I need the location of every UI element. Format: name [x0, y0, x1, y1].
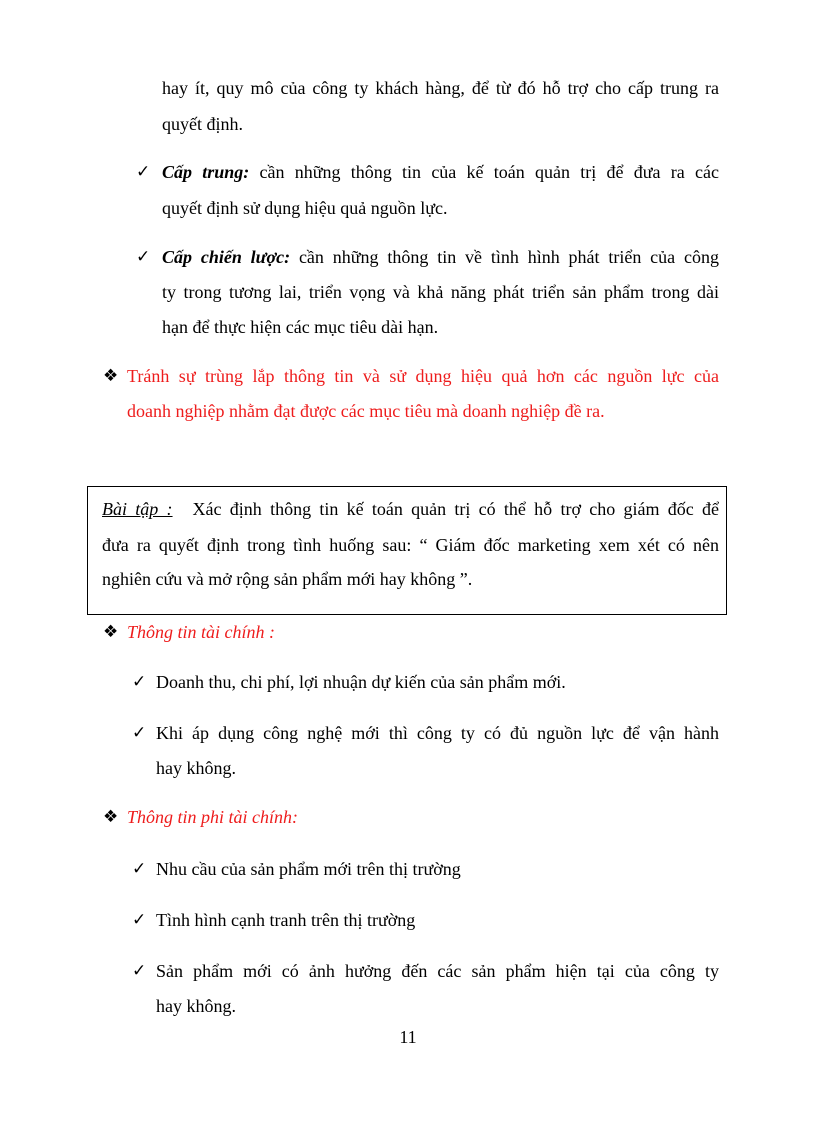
- exercise-line-3: nghiên cứu và mở rộng sản phẩm mới hay không ”.: [102, 569, 473, 589]
- diamond-bullet-icon: ❖: [103, 622, 119, 642]
- check-icon: ✓: [132, 859, 147, 879]
- intro-line-1: hay ít, quy mô của công ty khách hàng, để từ đó hỗ trợ cho cấp trung ra: [162, 78, 719, 98]
- non-financial-heading: Thông tin phi tài chính:: [127, 807, 298, 827]
- exercise-line-2: đưa ra quyết định trong tình huống sau: “ Giám đốc marketing xem xét có nên: [102, 535, 719, 555]
- check-icon: ✓: [132, 723, 147, 743]
- non-financial-item-3-line-1: Sản phẩm mới có ảnh hưởng đến các sản phẩm hiện tại của công ty: [156, 961, 719, 981]
- cap-chien-luoc-line-3: hạn để thực hiện các mục tiêu dài hạn.: [162, 317, 439, 337]
- financial-heading: Thông tin tài chính :: [127, 622, 275, 642]
- cap-chien-luoc-text: cần những thông tin về tình hình phát triển của công: [290, 247, 719, 267]
- diamond-bullet-icon: ❖: [103, 366, 119, 386]
- exercise-label: Bài tập :: [102, 499, 173, 519]
- highlight-line-1: Tránh sự trùng lắp thông tin và sử dụng hiệu quả hơn các nguồn lực của: [127, 366, 719, 386]
- cap-trung-line-1: [162, 160, 719, 184]
- highlight-line-2: doanh nghiệp nhằm đạt được các mục tiêu mà doanh nghiệp đề ra.: [127, 401, 605, 421]
- diamond-bullet-icon: ❖: [103, 807, 119, 827]
- financial-item-2-line-1: Khi áp dụng công nghệ mới thì công ty có đủ nguồn lực để vận hành: [156, 723, 719, 743]
- check-icon: ✓: [132, 910, 147, 930]
- cap-chien-luoc-term: Cấp chiến lược:: [162, 247, 291, 267]
- exercise-text: Xác định thông tin kế toán quản trị có thể hỗ trợ cho giám đốc để: [192, 499, 719, 519]
- financial-item-2-line-2: hay không.: [156, 758, 236, 778]
- exercise-line-1: [102, 497, 719, 521]
- check-icon: ✓: [136, 162, 151, 182]
- non-financial-item-1: Nhu cầu của sản phẩm mới trên thị trường: [156, 859, 461, 879]
- non-financial-item-2: Tình hình cạnh tranh trên thị trường: [156, 910, 416, 930]
- non-financial-item-3-line-2: hay không.: [156, 996, 236, 1016]
- cap-trung-line-2: quyết định sử dụng hiệu quả nguồn lực.: [162, 198, 448, 218]
- cap-chien-luoc-line-1: [162, 245, 719, 269]
- intro-line-2: quyết định.: [162, 114, 243, 134]
- check-icon: ✓: [132, 672, 147, 692]
- check-icon: ✓: [132, 961, 147, 981]
- check-icon: ✓: [136, 247, 151, 267]
- page-number: 11: [399, 1027, 417, 1047]
- cap-trung-text: cần những thông tin của kế toán quản trị để đưa ra các: [249, 162, 720, 182]
- cap-chien-luoc-line-2: ty trong tương lai, triển vọng và khả năng phát triển sản phẩm trong dài: [162, 282, 719, 302]
- financial-item-1: Doanh thu, chi phí, lợi nhuận dự kiến của sản phẩm mới.: [156, 672, 566, 692]
- cap-trung-term: Cấp trung:: [162, 162, 250, 182]
